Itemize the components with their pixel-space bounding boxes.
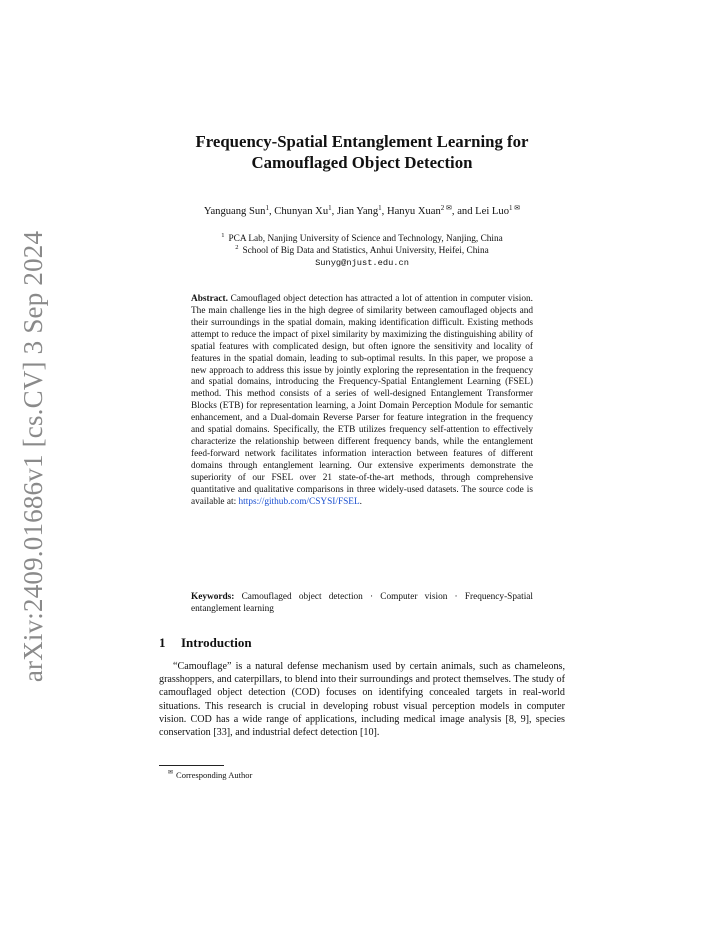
footnote-rule — [159, 765, 224, 766]
affiliation-line — [160, 245, 564, 257]
affiliation-text: School of Big Data and Statistics, Anhui University, Heifei, China — [242, 246, 489, 257]
author-affiliation-mark: 1 ✉ — [509, 204, 521, 212]
keywords-block — [191, 592, 533, 616]
keywords-text: Camouflaged object detection · Computer vision · Frequency-Spatial entanglement learning — [191, 592, 533, 614]
arxiv-identifier-stamp — [18, 230, 49, 682]
section-number: 1 — [159, 635, 166, 650]
author-separator: , — [331, 206, 337, 217]
section-heading-introduction — [159, 635, 565, 651]
author-name: Lei Luo — [475, 206, 510, 217]
author-name: Chunyan Xu — [274, 206, 329, 217]
abstract-block — [191, 294, 533, 509]
source-code-link[interactable]: https://github.com/CSYSI/FSEL — [238, 496, 360, 507]
keywords-label: Keywords: — [191, 592, 235, 602]
affiliation-mark: 2 — [235, 244, 239, 252]
author-name: Hanyu Xuan — [386, 206, 441, 217]
author-affiliation-mark: 2 ✉ — [440, 204, 452, 212]
author-affiliation-mark: 1 — [328, 204, 332, 212]
affiliation-mark: 1 — [221, 232, 225, 239]
author-list — [150, 205, 574, 218]
author-name: Jian Yang — [336, 206, 379, 217]
author-separator: , and — [451, 206, 476, 217]
footnote-text: Corresponding Author — [176, 770, 253, 780]
footnote — [168, 770, 468, 781]
contact-email: Sunyg@njust.edu.cn — [315, 258, 409, 269]
abstract-end: . — [359, 496, 362, 507]
affiliation-text: PCA Lab, Nanjing University of Science and Technology, Nanjing, China — [228, 234, 503, 244]
arxiv-identifier-text: arXiv:2409.01686v1 [cs.CV] 3 Sep 2024 — [18, 230, 49, 682]
introduction-paragraph — [159, 660, 565, 739]
author-separator: , — [268, 206, 275, 217]
section-title: Introduction — [181, 635, 252, 650]
footnote-mark: ✉ — [168, 770, 174, 776]
affiliation-line — [160, 233, 564, 245]
author-separator: , — [381, 206, 387, 217]
introduction-text: “Camouflage” is a natural defense mechanism used by certain animals, such as chameleons, grasshoppers, and caterpillars, to blend into their surroundings and protect themselves. The study of camouflaged object detection (COD) focuses on identifying concealed targets in real-world situations. This research is crucial in developing robust visual perception models in computer vision. COD has a wide range of applications, including medical image analysis [8, 9], species conservation [33], and industrial defect detection [10]. — [159, 661, 565, 739]
paper-title — [160, 131, 564, 173]
author-affiliation-mark: 1 — [378, 204, 382, 212]
abstract-text: Camouflaged object detection has attracted a lot of attention in computer vision. The main challenge lies in the high degree of similarity between camouflaged objects and their surroundings in the spatial domain, making identification difficult. Existing methods attempt to reduce the impact of pixel similarity by maximizing the distinguishing ability of spatial features with complicated design, but often ignore the sensitivity and locality of features in the spatial domain, leading to sub-optimal results. In this paper, we propose a new approach to address this issue by jointly exploring the representation in the frequency and spatial domains, introducing the Frequency-Spatial Entanglement Learning (FSEL) method. This method consists of a series of well-designed Entanglement Transformer Blocks (ETB) for representation learning, a Joint Domain Perception Module for semantic enhancement, and a Dual-domain Reverse Parser for feature integration in the frequency and spatial domains. Specifically, the ETB utilizes frequency self-attention to effectively characterize the relationship between different frequency bands, while the entanglement feed-forward network facilitates information interaction between features of different domains through entanglement learning. Our extensive experiments demonstrate the superiority of our FSEL over 21 state-of-the-art methods, through comprehensive quantitative and qualitative comparisons in three widely-used datasets. The source code is available at: — [191, 294, 533, 507]
author-name: Yanguang Sun — [203, 206, 266, 217]
affiliation-block — [160, 233, 564, 270]
author-affiliation-mark: 1 — [265, 204, 269, 212]
abstract-label: Abstract. — [191, 294, 228, 304]
title-line-2: Camouflaged Object Detection — [251, 153, 473, 172]
title-line-1: Frequency-Spatial Entanglement Learning for — [195, 132, 529, 151]
